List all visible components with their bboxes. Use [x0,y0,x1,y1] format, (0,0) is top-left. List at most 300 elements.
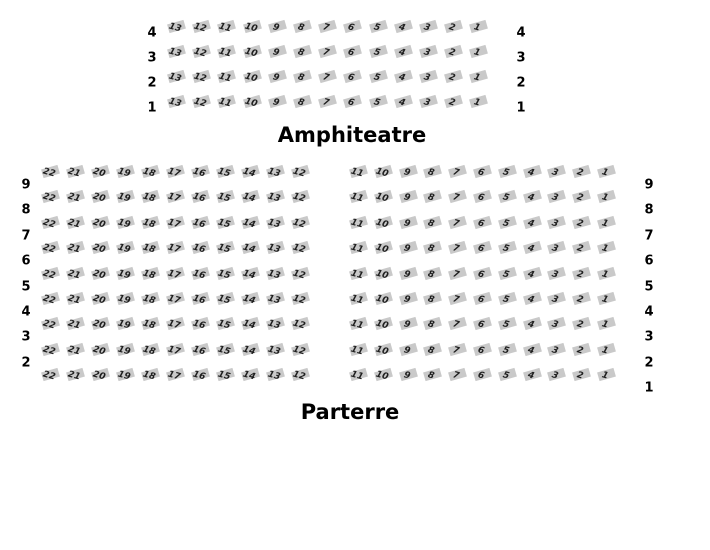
seat[interactable] [163,342,187,358]
seat[interactable] [213,164,237,180]
seat[interactable] [391,94,415,110]
seat-number: 19 [116,343,132,357]
seat[interactable] [163,215,187,231]
seat-number: 17 [166,242,182,256]
seat[interactable] [470,266,494,282]
seat[interactable] [238,367,262,383]
seat[interactable] [163,367,187,383]
seat[interactable] [214,69,238,85]
seat[interactable] [263,240,287,256]
seat[interactable] [288,316,312,332]
seat[interactable] [470,367,494,383]
seat-number: 6 [476,192,486,204]
seat[interactable] [396,266,420,282]
row-label-right: 9 [644,177,654,193]
seat[interactable] [346,240,370,256]
seat[interactable] [416,94,440,110]
seat[interactable] [113,316,137,332]
seat[interactable] [396,291,420,307]
seat[interactable] [88,342,112,358]
seat-number: 15 [216,292,232,307]
seat[interactable] [544,291,568,307]
seat[interactable] [420,266,444,282]
seat[interactable] [470,189,494,205]
seat[interactable] [113,215,137,231]
seat[interactable] [88,291,112,307]
seat[interactable] [63,215,87,231]
seat-number: 14 [241,242,257,256]
seat[interactable] [366,19,390,35]
row-label-left: 4 [21,304,31,320]
seat[interactable] [441,19,465,35]
seat[interactable] [346,316,370,332]
seat[interactable] [38,266,62,282]
seat-number: 4 [526,293,536,306]
seat[interactable] [290,19,314,35]
seat[interactable] [163,189,187,205]
seat[interactable] [569,291,593,307]
seat[interactable] [495,215,519,231]
seat[interactable] [569,367,593,383]
seat[interactable] [371,266,395,282]
seat[interactable] [420,189,444,205]
seat-number: 19 [116,191,132,205]
seat[interactable] [441,44,465,60]
seat[interactable] [38,164,62,180]
seat[interactable] [445,291,469,307]
seat[interactable] [445,266,469,282]
seat[interactable] [445,240,469,256]
seat-number: 7 [321,96,331,109]
seat[interactable] [416,19,440,35]
seat[interactable] [391,44,415,60]
seat[interactable] [416,69,440,85]
seat[interactable] [213,342,237,358]
seat[interactable] [416,44,440,60]
seat[interactable] [470,291,494,307]
seat[interactable] [544,240,568,256]
seat[interactable] [594,342,618,358]
seat[interactable] [63,266,87,282]
seat[interactable] [420,367,444,383]
seat[interactable] [371,215,395,231]
seat[interactable] [495,266,519,282]
seat-number: 13 [266,165,282,180]
seat[interactable] [396,215,420,231]
seat[interactable] [288,342,312,358]
seat[interactable] [594,164,618,180]
seat[interactable] [420,291,444,307]
seat-number: 10 [374,216,390,230]
seat-number: 21 [66,191,82,205]
seat[interactable] [88,164,112,180]
seat[interactable] [290,94,314,110]
seat[interactable] [265,44,289,60]
seat[interactable] [113,189,137,205]
seat[interactable] [544,215,568,231]
seat[interactable] [396,240,420,256]
seat[interactable] [569,316,593,332]
seat[interactable] [366,94,390,110]
seat[interactable] [138,266,162,282]
seat[interactable] [544,164,568,180]
seat[interactable] [290,69,314,85]
seat[interactable] [189,19,213,35]
seat-number: 2 [575,192,585,204]
seat[interactable] [346,189,370,205]
seat-number: 22 [41,318,57,332]
seat[interactable] [240,69,264,85]
seat-number: 9 [402,293,412,306]
seat[interactable] [315,69,339,85]
seat[interactable] [189,44,213,60]
seat[interactable] [63,189,87,205]
seat[interactable] [594,367,618,383]
seat[interactable] [263,291,287,307]
seat[interactable] [163,240,187,256]
seat-number: 20 [91,267,107,281]
seat[interactable] [113,342,137,358]
seat-number: 20 [91,318,107,332]
seat[interactable] [163,266,187,282]
seat[interactable] [88,215,112,231]
seat[interactable] [441,94,465,110]
seat[interactable] [470,240,494,256]
seat[interactable] [63,316,87,332]
seat[interactable] [520,164,544,180]
seat[interactable] [396,189,420,205]
seat[interactable] [63,240,87,256]
seat[interactable] [164,44,188,60]
seat-number: 5 [372,96,382,109]
seat[interactable] [188,266,212,282]
seat[interactable] [420,316,444,332]
seat[interactable] [138,367,162,383]
seat-number: 1 [600,370,610,382]
seat[interactable] [38,342,62,358]
seat[interactable] [238,240,262,256]
seat[interactable] [371,189,395,205]
seat[interactable] [569,266,593,282]
seat-number: 6 [476,370,486,382]
seat[interactable] [396,164,420,180]
seat[interactable] [520,342,544,358]
seat[interactable] [445,342,469,358]
seat[interactable] [213,291,237,307]
seat[interactable] [265,19,289,35]
seat-number: 11 [349,318,365,332]
seat-number: 1 [473,96,482,109]
seat[interactable] [495,316,519,332]
seat[interactable] [164,69,188,85]
seat[interactable] [188,240,212,256]
seat[interactable] [520,240,544,256]
seat[interactable] [569,215,593,231]
seat[interactable] [188,189,212,205]
seat[interactable] [371,342,395,358]
seat[interactable] [544,316,568,332]
seat-number: 8 [427,192,436,204]
seat[interactable] [213,367,237,383]
seat[interactable] [346,291,370,307]
seat[interactable] [544,367,568,383]
seat[interactable] [138,316,162,332]
seat[interactable] [164,19,188,35]
seat[interactable] [371,291,395,307]
seat[interactable] [288,367,312,383]
seat[interactable] [265,69,289,85]
seat[interactable] [265,94,289,110]
seat[interactable] [396,367,420,383]
seat[interactable] [238,291,262,307]
seat-number: 17 [166,292,182,307]
seat[interactable] [544,266,568,282]
seat[interactable] [391,69,415,85]
seat[interactable] [441,69,465,85]
seat-number: 8 [296,46,306,59]
seat[interactable] [113,240,137,256]
seat[interactable] [396,342,420,358]
seat[interactable] [188,316,212,332]
seat[interactable] [520,316,544,332]
seat[interactable] [520,291,544,307]
seat-number: 4 [526,243,536,255]
seat[interactable] [63,367,87,383]
row-label-right: 7 [644,228,654,244]
seat[interactable] [466,94,490,110]
seat[interactable] [163,316,187,332]
seat[interactable] [371,240,395,256]
seat[interactable] [63,342,87,358]
seat-number: 1 [600,268,610,280]
seat[interactable] [238,164,262,180]
seat[interactable] [263,215,287,231]
seat[interactable] [188,367,212,383]
seat[interactable] [288,215,312,231]
seat[interactable] [164,94,188,110]
seat[interactable] [263,342,287,358]
seat[interactable] [495,189,519,205]
seat[interactable] [63,291,87,307]
seat[interactable] [466,19,490,35]
seat[interactable] [288,266,312,282]
seat[interactable] [420,240,444,256]
seat[interactable] [366,44,390,60]
seat[interactable] [396,316,420,332]
seat-number: 11 [218,95,233,110]
seat[interactable] [466,69,490,85]
seat[interactable] [263,266,287,282]
seat[interactable] [163,164,187,180]
seat[interactable] [240,19,264,35]
seat[interactable] [288,291,312,307]
seat[interactable] [88,240,112,256]
seat[interactable] [544,189,568,205]
seat[interactable] [113,266,137,282]
seat-number: 12 [291,318,307,332]
seat[interactable] [594,215,618,231]
seat[interactable] [340,19,364,35]
seat-number: 16 [191,292,207,307]
seat[interactable] [420,164,444,180]
seat[interactable] [189,69,213,85]
row-label-right: 3 [644,329,654,345]
seat[interactable] [113,164,137,180]
seat[interactable] [288,164,312,180]
seat[interactable] [340,94,364,110]
seat[interactable] [238,266,262,282]
seat[interactable] [138,342,162,358]
seat[interactable] [445,367,469,383]
seat[interactable] [315,19,339,35]
seat[interactable] [495,342,519,358]
seat[interactable] [263,316,287,332]
seat[interactable] [420,342,444,358]
seat[interactable] [569,164,593,180]
seat[interactable] [188,215,212,231]
seat[interactable] [188,291,212,307]
seat[interactable] [213,215,237,231]
seat[interactable] [594,266,618,282]
seat[interactable] [138,215,162,231]
seat[interactable] [445,215,469,231]
seat[interactable] [520,266,544,282]
seat[interactable] [38,367,62,383]
seat[interactable] [88,316,112,332]
seat[interactable] [38,189,62,205]
seat[interactable] [544,342,568,358]
seat[interactable] [38,291,62,307]
seat[interactable] [569,189,593,205]
seat[interactable] [288,189,312,205]
seat[interactable] [340,69,364,85]
seat[interactable] [263,189,287,205]
seat-number: 2 [575,243,585,255]
seat-number: 19 [116,292,132,307]
seat[interactable] [495,164,519,180]
seat-number: 1 [473,21,482,34]
seat[interactable] [391,19,415,35]
seat[interactable] [163,291,187,307]
seat[interactable] [213,240,237,256]
seat[interactable] [315,44,339,60]
seat[interactable] [371,316,395,332]
seat[interactable] [315,94,339,110]
seat[interactable] [346,266,370,282]
seat[interactable] [288,240,312,256]
seat[interactable] [346,164,370,180]
seat[interactable] [495,367,519,383]
seat[interactable] [495,291,519,307]
seat[interactable] [263,164,287,180]
seat[interactable] [138,164,162,180]
seat[interactable] [188,164,212,180]
seat[interactable] [470,215,494,231]
seat-number: 19 [116,369,132,383]
seat[interactable] [213,189,237,205]
seat-number: 5 [501,344,511,356]
seat[interactable] [189,94,213,110]
seat[interactable] [470,316,494,332]
seat-number: 21 [66,369,82,383]
seat[interactable] [290,44,314,60]
seat[interactable] [346,215,370,231]
seat[interactable] [420,215,444,231]
seat[interactable] [594,291,618,307]
seat-number: 5 [501,268,511,280]
seat[interactable] [214,19,238,35]
seat-number: 18 [141,165,157,180]
seat[interactable] [371,367,395,383]
seat[interactable] [445,316,469,332]
seat-number: 13 [266,343,282,357]
seat[interactable] [88,367,112,383]
seat[interactable] [594,189,618,205]
seat-number: 13 [266,191,282,205]
seat[interactable] [113,367,137,383]
seat[interactable] [238,215,262,231]
seat[interactable] [238,189,262,205]
seat[interactable] [340,44,364,60]
seat-number: 8 [427,166,436,179]
seat[interactable] [138,291,162,307]
seat[interactable] [520,189,544,205]
seat[interactable] [470,164,494,180]
seat[interactable] [569,342,593,358]
seat[interactable] [213,266,237,282]
seat[interactable] [238,316,262,332]
seat-number: 9 [402,319,412,331]
seat[interactable] [520,367,544,383]
seat-number: 12 [291,267,307,281]
seat[interactable] [38,215,62,231]
seat-number: 16 [191,369,207,383]
seat[interactable] [445,189,469,205]
seat-number: 2 [447,46,457,59]
seat[interactable] [88,189,112,205]
seat[interactable] [366,69,390,85]
seat[interactable] [38,240,62,256]
seat-number: 20 [91,369,107,383]
seat[interactable] [238,342,262,358]
seat[interactable] [240,44,264,60]
seat[interactable] [470,342,494,358]
seat[interactable] [495,240,519,256]
seat[interactable] [594,316,618,332]
seat[interactable] [240,94,264,110]
seat[interactable] [38,316,62,332]
seat[interactable] [188,342,212,358]
seat[interactable] [445,164,469,180]
seat[interactable] [113,291,137,307]
seat[interactable] [594,240,618,256]
seat[interactable] [138,240,162,256]
seat-number: 3 [422,96,432,109]
seat[interactable] [371,164,395,180]
seat[interactable] [346,367,370,383]
seat[interactable] [88,266,112,282]
seat[interactable] [213,316,237,332]
seat[interactable] [263,367,287,383]
seat[interactable] [214,94,238,110]
seat[interactable] [520,215,544,231]
seat[interactable] [138,189,162,205]
seat[interactable] [346,342,370,358]
seat[interactable] [569,240,593,256]
seat[interactable] [214,44,238,60]
seat[interactable] [466,44,490,60]
seat[interactable] [63,164,87,180]
